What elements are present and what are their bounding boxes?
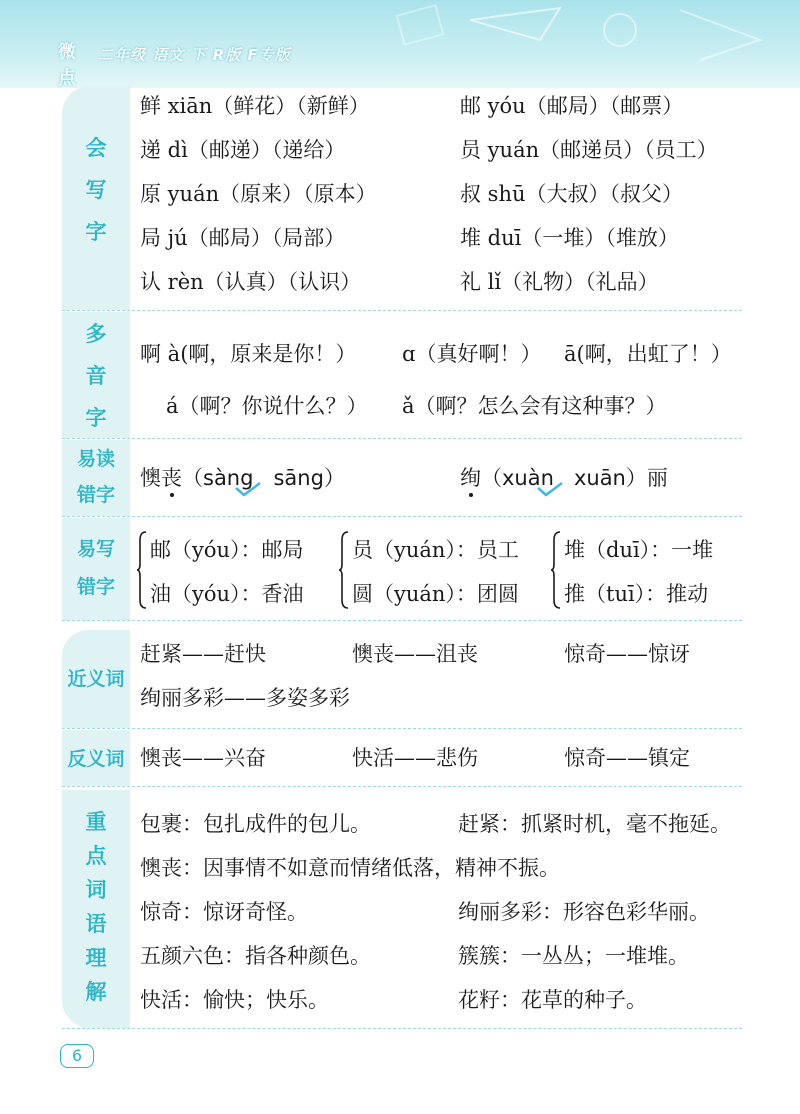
side-label: 音 — [85, 364, 107, 388]
word-entry: 递 dì（邮递）（递给） — [140, 138, 346, 162]
header-title: 二年级 语文 下 R版 F专版 — [98, 46, 291, 64]
page-header — [0, 0, 800, 88]
paren: ）丽 — [625, 466, 668, 490]
polyphone-entry: 啊 à(啊，原来是你！） — [140, 342, 357, 366]
word-entry: 礼 lǐ（礼物）（礼品） — [460, 270, 659, 294]
side-label: 字 — [85, 220, 107, 244]
side-label: 易写 — [76, 538, 115, 560]
brace-icon — [550, 530, 562, 610]
definition: 快活：愉快；快乐。 — [140, 988, 329, 1012]
correct-pinyin: xuàn — [502, 466, 554, 490]
dotted-char: 绚 — [460, 466, 481, 490]
section-yixiecuozi — [62, 518, 742, 621]
side-label: 理 — [85, 946, 107, 970]
similar-char-entry: 堆（duī）：一堆 — [564, 538, 714, 562]
definition: 五颜六色：指各种颜色。 — [140, 944, 371, 968]
antonym-pair: 惊奇——镇定 — [564, 746, 690, 770]
similar-char-entry: 员（yuán）：员工 — [352, 538, 519, 562]
definition: 惊奇：惊讶奇怪。 — [140, 900, 308, 924]
dotted-char: 丧 — [161, 466, 182, 490]
section-yiducuozi — [62, 440, 742, 517]
side-label: 重 — [85, 810, 107, 834]
similar-char-entry: 推（tuī）：推动 — [564, 582, 709, 606]
wrong-pinyin: sāng — [273, 466, 324, 490]
synonym-pair: 懊丧——沮丧 — [352, 642, 478, 666]
side-label: 语 — [85, 912, 107, 936]
antonym-pair: 快活——悲伤 — [352, 746, 478, 770]
paren: （ — [481, 466, 502, 490]
synonym-pair: 惊奇——惊讶 — [564, 642, 690, 666]
polyphone-entry: ā(啊，出虹了！） — [564, 342, 732, 366]
side-label: 反义词 — [67, 748, 125, 770]
word-entry: 叔 shū（大叔）（叔父） — [460, 182, 684, 206]
section-fanyici — [62, 730, 742, 787]
brand-logo: 微点 — [58, 42, 76, 89]
word-entry: 原 yuán（原来）（原本） — [140, 182, 377, 206]
brace-icon — [338, 530, 350, 610]
side-label: 近义词 — [67, 668, 125, 690]
similar-char-entry: 油（yóu）：香油 — [150, 582, 304, 606]
similar-char-entry: 邮（yóu）：邮局 — [150, 538, 304, 562]
side-label: 会 — [85, 136, 107, 160]
side-label: 词 — [85, 878, 107, 902]
correct-pinyin: sàng — [203, 466, 254, 490]
word-entry: 邮 yóu（邮局）（邮票） — [460, 94, 684, 118]
definition: 懊丧：因事情不如意而情绪低落，精神不振。 — [140, 856, 560, 880]
side-label: 错字 — [76, 484, 115, 506]
paren: ） — [323, 466, 345, 490]
definition: 包裹：包扎成件的包儿。 — [140, 812, 371, 836]
word-entry: 员 yuán（邮递员）（员工） — [460, 138, 718, 162]
section-huixiezi — [62, 86, 742, 311]
side-label: 点 — [85, 844, 107, 868]
antonym-pair: 懊丧——兴奋 — [140, 746, 266, 770]
polyphone-entry: á（啊？你说什么？） — [166, 394, 368, 418]
check-mark-icon — [234, 480, 262, 498]
side-label: 解 — [85, 980, 107, 1004]
synonym-pair: 绚丽多彩——多姿多彩 — [140, 686, 350, 710]
side-label: 写 — [85, 178, 107, 202]
definition: 赶紧：抓紧时机，毫不拖延。 — [458, 812, 731, 836]
definition: 绚丽多彩：形容色彩华丽。 — [458, 900, 710, 924]
paren: （ — [182, 466, 203, 490]
similar-char-entry: 圆（yuán）：团圆 — [352, 582, 519, 606]
wrong-pinyin: xuān — [573, 466, 626, 490]
side-label: 易读 — [76, 448, 115, 470]
section-jinyici — [62, 630, 742, 729]
word-entry: 局 jú（邮局）（局部） — [140, 226, 346, 250]
section-duoyinzi — [62, 312, 742, 439]
brace-icon — [136, 530, 148, 610]
word-entry: 鲜 xiān（鲜花）（新鲜） — [140, 94, 370, 118]
word-char: 懊 — [140, 466, 161, 490]
page-number: 6 — [60, 1044, 94, 1068]
synonym-pair: 赶紧——赶快 — [140, 642, 266, 666]
side-label: 错字 — [76, 576, 115, 598]
side-label: 多 — [85, 322, 107, 346]
polyphone-entry: ɑ（真好啊！） — [402, 342, 542, 366]
section-zhongdian — [62, 790, 742, 1029]
polyphone-entry: ǎ（啊？怎么会有这种事？） — [402, 394, 667, 418]
word-entry: 堆 duī（一堆）（堆放） — [460, 226, 679, 250]
side-label: 字 — [85, 406, 107, 430]
check-mark-icon — [536, 480, 564, 498]
definition: 花籽：花草的种子。 — [458, 988, 647, 1012]
definition: 簇簇：一丛丛；一堆堆。 — [458, 944, 689, 968]
word-entry: 认 rèn（认真）（认识） — [140, 270, 362, 294]
